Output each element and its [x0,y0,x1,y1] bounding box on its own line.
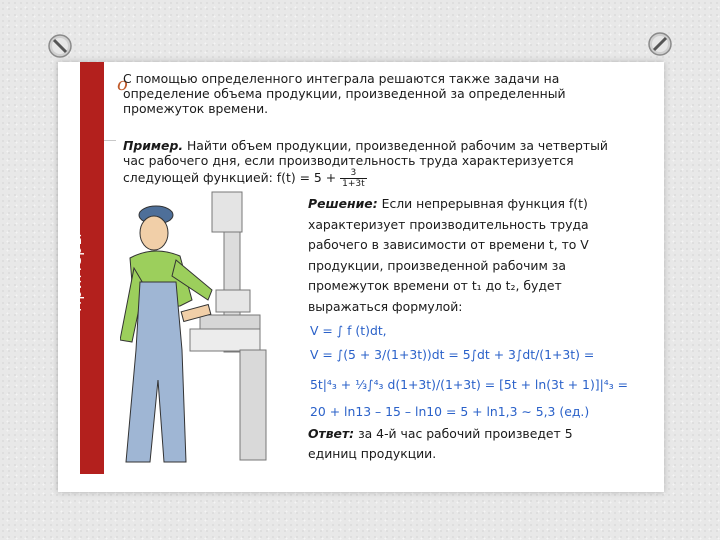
answer-block [308,424,608,464]
solution-block [308,194,608,317]
formula-2: V = ∫(5 + 3/(1+3t))dt = 5∫dt + 3∫dt/(1+3t) = [310,347,595,362]
sidebar-rule [104,140,116,141]
answer-text: за 4-й час рабочий произведет 5 единиц продукции. [308,426,573,461]
bullet-icon: o [117,74,128,95]
function-lhs: f(t) = 5 + [276,170,337,185]
example-label: Пример. [123,138,184,153]
solution-text: Если непрерывная функция f(t) характеризует производительность труда рабочего в зависимости от времени t, то V продукции, произведенной рабочим за промежуток времени от t₁ до t₂, будет выражаться формулой: [308,196,589,314]
sidebar-label: Примеры [67,232,85,312]
function-num: 3 [340,168,367,179]
function-den: 1+3t [342,179,365,189]
formula-3: 5t|⁴₃ + ⅓∫⁴₃ d(1+3t)/(1+3t) = [5t + ln(3t + 1)]|⁴₃ = [310,377,629,392]
formula-4: 20 + ln13 – 15 – ln10 = 5 + ln1,3 ∼ 5,3 (ед.) [310,404,590,419]
formula-1: V = ∫ f (t)dt, [310,323,387,338]
example-block [123,138,623,189]
screw-icon-right [644,28,676,60]
intro-text: С помощью определенного интеграла решаются также задачи на определение объема продукции, произведенной за определенный промежуток времени. [123,71,566,116]
screw-icon-left [44,30,76,62]
answer-label: Ответ: [308,426,355,441]
solution-label: Решение: [308,196,378,211]
example-text: Найти объем продукции, произведенной рабочим за четвертый час рабочего дня, если производительность труда характеризуется следующей функцией: [123,138,608,185]
function-expression [276,168,367,189]
worker-illustration [120,190,280,470]
function-fraction [340,168,367,189]
